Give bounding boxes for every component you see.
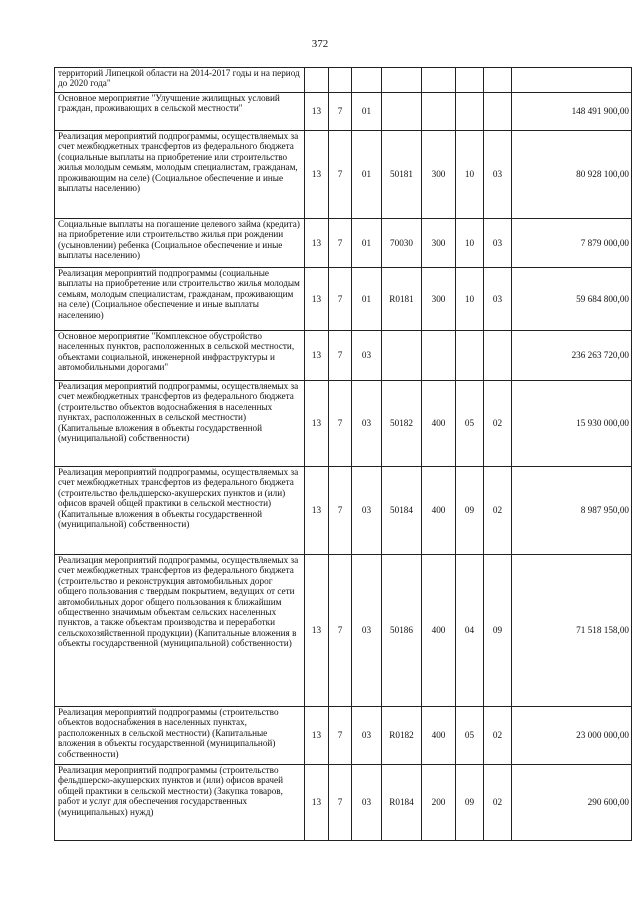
row-description: Реализация мероприятий подпрограммы, осуществляемых за счет межбюджетных трансфертов из федерального бюджета (строительство фельдшерско-акушерских пунктов и (или) офисов врачей общей практики в сельской местности) (Капитальные вложения в объекты государственной (муниципальной) собственности) xyxy=(55,467,305,555)
row-amount: 148 491 900,00 xyxy=(512,93,632,131)
table-row xyxy=(55,555,632,707)
row-code-3: 03 xyxy=(352,467,382,555)
row-code-2: 7 xyxy=(329,131,352,219)
row-code-6: 09 xyxy=(456,467,484,555)
row-amount: 8 987 950,00 xyxy=(512,467,632,555)
row-code-7: 02 xyxy=(484,765,512,841)
row-code-2: 7 xyxy=(329,765,352,841)
row-code-4: 70030 xyxy=(382,219,422,268)
row-code-3: 03 xyxy=(352,381,382,467)
page-number: 372 xyxy=(311,38,329,50)
row-code-5: 300 xyxy=(422,268,456,331)
row-code-7: 03 xyxy=(484,219,512,268)
row-code-6: 04 xyxy=(456,555,484,707)
row-code-3: 03 xyxy=(352,707,382,765)
row-code-1: 13 xyxy=(305,331,329,381)
row-code-2: 7 xyxy=(329,707,352,765)
row-code-3: 03 xyxy=(352,331,382,381)
row-code-1 xyxy=(305,68,329,93)
row-code-2: 7 xyxy=(329,381,352,467)
row-code-5: 400 xyxy=(422,707,456,765)
row-amount xyxy=(512,68,632,93)
row-amount: 290 600,00 xyxy=(512,765,632,841)
row-code-2: 7 xyxy=(329,268,352,331)
row-code-4: 50182 xyxy=(382,381,422,467)
table-row xyxy=(55,131,632,219)
row-code-5: 300 xyxy=(422,219,456,268)
row-code-6 xyxy=(456,331,484,381)
row-code-6: 05 xyxy=(456,381,484,467)
row-amount: 80 928 100,00 xyxy=(512,131,632,219)
row-amount: 236 263 720,00 xyxy=(512,331,632,381)
row-code-2: 7 xyxy=(329,555,352,707)
row-code-5: 400 xyxy=(422,555,456,707)
row-description: Основное мероприятие "Улучшение жилищных условий граждан, проживающих в сельской местности" xyxy=(55,93,305,131)
row-code-7 xyxy=(484,331,512,381)
row-code-6: 09 xyxy=(456,765,484,841)
row-code-1: 13 xyxy=(305,381,329,467)
row-code-2: 7 xyxy=(329,331,352,381)
row-code-3: 03 xyxy=(352,555,382,707)
row-amount: 23 000 000,00 xyxy=(512,707,632,765)
row-description: территорий Липецкой области на 2014-2017 годы и на период до 2020 года" xyxy=(55,68,305,93)
row-amount: 7 879 000,00 xyxy=(512,219,632,268)
table-row xyxy=(55,68,632,93)
row-code-4 xyxy=(382,68,422,93)
table-row xyxy=(55,707,632,765)
row-code-6 xyxy=(456,68,484,93)
row-code-5: 400 xyxy=(422,467,456,555)
row-description: Реализация мероприятий подпрограммы, осуществляемых за счет межбюджетных трансфертов из федерального бюджета (строительство и реконструкция автомобильных дорог общего пользования с твердым покрытием, ведущих от сети автомобильных дорог общего пользования к ближайшим общественно значимым объектам сельских населенных пунктов, а также объектам производства и переработки сельскохозяйственной продукции) (Капитальные вложения в объекты государственной (муниципальной) собственности) xyxy=(55,555,305,707)
row-code-3: 01 xyxy=(352,268,382,331)
row-code-2: 7 xyxy=(329,467,352,555)
row-code-5: 300 xyxy=(422,131,456,219)
row-code-6: 05 xyxy=(456,707,484,765)
row-amount: 15 930 000,00 xyxy=(512,381,632,467)
row-code-7: 02 xyxy=(484,381,512,467)
row-code-7: 02 xyxy=(484,467,512,555)
row-description: Социальные выплаты на погашение целевого займа (кредита) на приобретение или строительство жилья при рождении (усыновлении) ребенка (Социальное обеспечение и иные выплаты населению) xyxy=(55,219,305,268)
row-code-4: R0182 xyxy=(382,707,422,765)
row-amount: 59 684 800,00 xyxy=(512,268,632,331)
row-code-5: 200 xyxy=(422,765,456,841)
row-code-1: 13 xyxy=(305,268,329,331)
row-description: Реализация мероприятий подпрограммы (строительство объектов водоснабжения в населенных пунктах, расположенных в сельской местности) (Капитальные вложения в объекты государственной (муниципальной) собственности) xyxy=(55,707,305,765)
row-code-5 xyxy=(422,331,456,381)
row-code-1: 13 xyxy=(305,467,329,555)
row-code-1: 13 xyxy=(305,219,329,268)
row-code-4: 50181 xyxy=(382,131,422,219)
row-code-6 xyxy=(456,93,484,131)
row-code-1: 13 xyxy=(305,555,329,707)
row-description: Реализация мероприятий подпрограммы, осуществляемых за счет межбюджетных трансфертов из федерального бюджета (строительство объектов водоснабжения в населенных пунктах, расположенных в сельской местности) (Капитальные вложения в объекты государственной (муниципальной) собственности) xyxy=(55,381,305,467)
row-code-7: 09 xyxy=(484,555,512,707)
table-row xyxy=(55,93,632,131)
row-code-3: 03 xyxy=(352,765,382,841)
row-code-2: 7 xyxy=(329,93,352,131)
row-code-5 xyxy=(422,68,456,93)
row-code-1: 13 xyxy=(305,707,329,765)
row-code-1: 13 xyxy=(305,765,329,841)
row-code-3 xyxy=(352,68,382,93)
row-description: Реализация мероприятий подпрограммы, осуществляемых за счет межбюджетных трансфертов из федерального бюджета (социальные выплаты на приобретение или строительство жилья молодым семьям, молодым специалистам, гражданам, проживающим на селе) (Социальное обеспечение и иные выплаты населению) xyxy=(55,131,305,219)
table-row xyxy=(55,219,632,268)
table-row xyxy=(55,381,632,467)
row-description: Реализация мероприятий подпрограммы (социальные выплаты на приобретение или строительство жилья молодым семьям, молодым специалистам, гражданам, проживающим на селе) (Социальное обеспечение и иные выплаты населению) xyxy=(55,268,305,331)
row-code-6: 10 xyxy=(456,131,484,219)
row-code-4: 50184 xyxy=(382,467,422,555)
row-code-1: 13 xyxy=(305,93,329,131)
table-row xyxy=(55,268,632,331)
row-code-6: 10 xyxy=(456,219,484,268)
row-code-7 xyxy=(484,68,512,93)
row-code-4 xyxy=(382,331,422,381)
budget-table xyxy=(54,67,632,841)
row-code-7: 03 xyxy=(484,131,512,219)
row-code-3: 01 xyxy=(352,131,382,219)
row-code-4: 50186 xyxy=(382,555,422,707)
row-code-4 xyxy=(382,93,422,131)
row-code-7: 02 xyxy=(484,707,512,765)
row-code-7 xyxy=(484,93,512,131)
table-row xyxy=(55,331,632,381)
row-description: Основное мероприятие "Комплексное обустройство населенных пунктов, расположенных в сельской местности, объектами социальной, инженерной инфраструктуры и автомобильными дорогами" xyxy=(55,331,305,381)
row-code-3: 01 xyxy=(352,93,382,131)
row-code-2 xyxy=(329,68,352,93)
row-code-6: 10 xyxy=(456,268,484,331)
row-code-1: 13 xyxy=(305,131,329,219)
row-description: Реализация мероприятий подпрограммы (строительство фельдшерско-акушерских пунктов и (или) офисов врачей общей практики в сельской местности) (Закупка товаров, работ и услуг для обеспечения государственных (муниципальных) нужд) xyxy=(55,765,305,841)
row-code-4: R0184 xyxy=(382,765,422,841)
table-row xyxy=(55,467,632,555)
row-code-2: 7 xyxy=(329,219,352,268)
row-amount: 71 518 158,00 xyxy=(512,555,632,707)
row-code-4: R0181 xyxy=(382,268,422,331)
row-code-5 xyxy=(422,93,456,131)
row-code-7: 03 xyxy=(484,268,512,331)
table-row xyxy=(55,765,632,841)
row-code-5: 400 xyxy=(422,381,456,467)
row-code-3: 01 xyxy=(352,219,382,268)
